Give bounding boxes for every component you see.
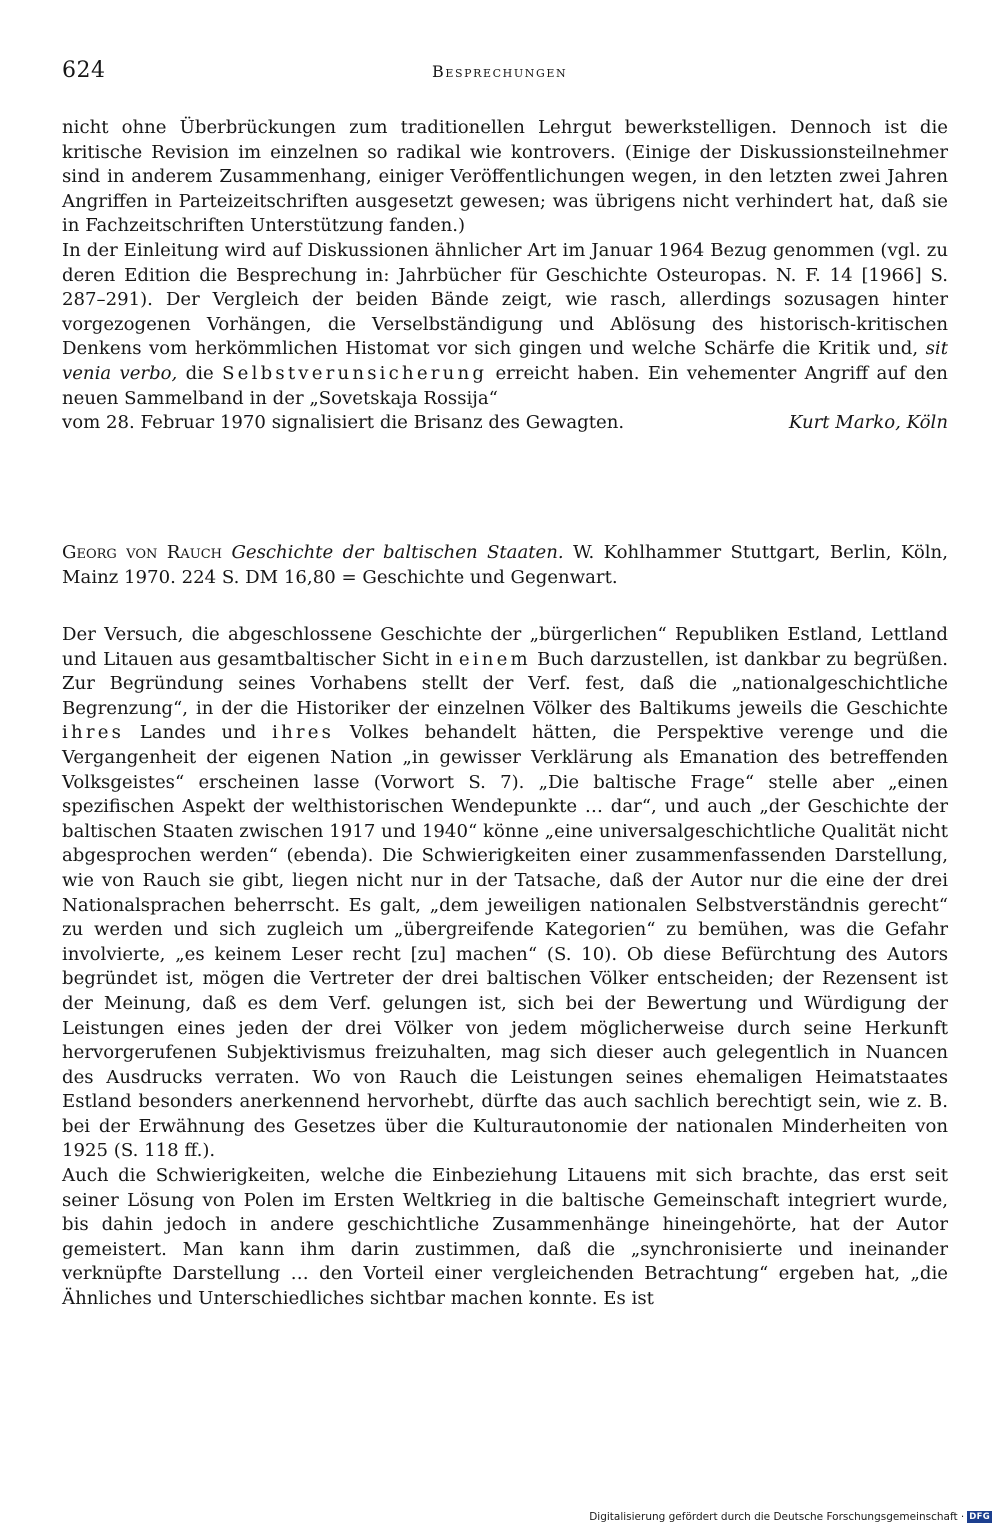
page-number: 624	[62, 58, 106, 83]
review-text	[62, 623, 948, 1312]
paragraph-text: Volkes behandelt hätten, die Perspektive verenge und die Vergangenheit der eigenen Nation „in gewisser Verklärung als Emanation des betreffenden Volksgeistes“ erscheinen lasse (Vorwort S. 7). „Die baltische Frage“ stelle aber „einen spezifischen Aspekt der welthistorischen Wendepunkte … dar“, und auch „der Geschichte der baltischen Staaten zwischen 1917 und 1940“ könne „eine universalgeschichtliche Qualität nicht abgesprochen werden“ (ebenda). Die Schwierigkeiten einer zusammenfassenden Darstellung, wie von Rauch sie gibt, liegen nicht nur in der Tatsache, daß der Autor nur die eine der drei Nationalsprachen beherrscht. Es galt, „dem jeweiligen nationalen Selbstverständnis gerecht“ zu werden und sich zugleich um „übergreifende Kategorien“ zu bemühen, was die Gefahr involvierte, „es keinem Leser recht [zu] machen“ (S. 10). Ob diese Befürchtung des Autors begründet ist, mögen die Vertreter der drei baltischen Völker entscheiden; der Rezensent ist der Meinung, daß es dem Verf. gelungen ist, sich bei der Bewertung und Würdigung der Leistungen eines jeden der drei Völker von jedem möglicherweise durch seine Herkunft hervorgerufenen Subjektivismus freizuhalten, mag sich dieser auch gelegentlich in Nuancen des Ausdrucks verraten. Wo von Rauch die Leistungen seines ehemaligen Heimatstaates Estland besonders anerkennend hervorhebt, dürfte das auch sachlich berechtigt sein, wie z. B. bei der Erwähnung des Gesetzes über die Kulturautonomie der nationalen Minderheiten von 1925 (S. 118 ff.).	[62, 722, 948, 1162]
dfg-logo-icon: DFG	[969, 1512, 990, 1522]
italic-phrase: sit venia verbo,	[62, 338, 948, 384]
book-title: Geschichte der baltischen Staaten.	[231, 542, 564, 563]
spaced-emphasis: einem	[458, 648, 531, 670]
paragraph-text: Buch darzustellen, ist dankbar zu begrüßen. Zur Begründung seines Vorhabens stellt der Verf. fest, daß die „nationalgeschichtliche Begrenzung“, in der die Historiker der einzelnen Völker des Baltikums jeweils die Geschichte	[62, 648, 948, 719]
spaced-emphasis: Selbstverunsicherung	[222, 362, 488, 384]
bibliography-line	[62, 541, 948, 590]
signature-line	[62, 411, 948, 436]
book-details: W. Kohlhammer Stuttgart, Berlin, Köln, Mainz 1970. 224 S. DM 16,80 = Geschichte und Gegenwart.	[62, 542, 948, 588]
paragraph-text: In der Einleitung wird auf Diskussionen ähnlicher Art im Januar 1964 Bezug genommen (vgl. zu deren Edition die Besprechung in: Jahrbücher für Geschichte Osteuropas. N. F. 14 [1966] S. 287–291). Der Vergleich der beiden Bände zeigt, wie rasch, allerdings sozusagen hinter vorgezogenen Vorhängen, die Verselbständigung und Ablösung des historisch-kritischen Denkens vom herkömmlichen Histomat vor sich gingen und welche Schärfe die Kritik und,	[62, 239, 948, 360]
footer-text: Digitalisierung gefördert durch die Deutsche Forschungsgemeinschaft ·	[589, 1511, 965, 1523]
book-author: Georg von Rauch	[62, 542, 223, 563]
closing-sentence: vom 28. Februar 1970 signalisiert die Brisanz des Gewagten.	[62, 412, 625, 434]
spaced-emphasis: ihres	[272, 722, 335, 744]
digitization-footer	[589, 1511, 992, 1523]
continuation-paragraph-2	[62, 239, 948, 411]
paragraph-text: die	[185, 362, 214, 384]
review-paragraph-2: Auch die Schwierigkeiten, welche die Einbeziehung Litauens mit sich brachte, das erst seit seiner Lösung von Polen im Ersten Weltkrieg in die baltische Gemeinschaft integriert wurde, bis dahin jedoch in andere geschichtliche Zusammenhänge hineingehörte, hat der Autor gemeistert. Man kann ihm darin zustimmen, daß die „synchronisierte und ineinander verknüpfte Darstellung … den Vorteil einer vergleichenden Betrachtung“ ergeben hat, „die Ähnliches und Unterschiedliches sichtbar machen konnte. Es ist	[62, 1165, 948, 1310]
paragraph-text: erreicht haben. Ein vehementer Angriff auf den neuen Sammelband in der „Sovetskaja Rossija“	[62, 362, 948, 409]
page-header	[62, 58, 948, 88]
continuation-text	[62, 116, 948, 436]
review-paragraph-1	[62, 623, 948, 1164]
paragraph-text: Landes und	[139, 722, 257, 744]
running-head: Besprechungen	[432, 62, 568, 81]
bibliographic-entry	[62, 541, 948, 590]
continuation-paragraph-1: nicht ohne Überbrückungen zum traditionellen Lehrgut bewerkstelligen. Dennoch ist die kritische Revision im einzelnen so radikal wie kontrovers. (Einige der Diskussionsteilnehmer sind in anderem Zusammenhang, einiger Veröffentlichungen wegen, in den letzten zwei Jahren Angriffen in Parteizeitschriften ausgesetzt gewesen; was übrigens nicht verhindert hat, daß sie in Fachzeitschriften Unterstützung fanden.)	[62, 117, 948, 237]
paragraph-text: Der Versuch, die abgeschlossene Geschichte der „bürgerlichen“ Republiken Estland, Lettland und Litauen aus gesamtbaltischer Sicht in	[62, 624, 948, 670]
spaced-emphasis: ihres	[62, 722, 125, 744]
reviewer-signature: Kurt Marko, Köln	[788, 412, 948, 434]
